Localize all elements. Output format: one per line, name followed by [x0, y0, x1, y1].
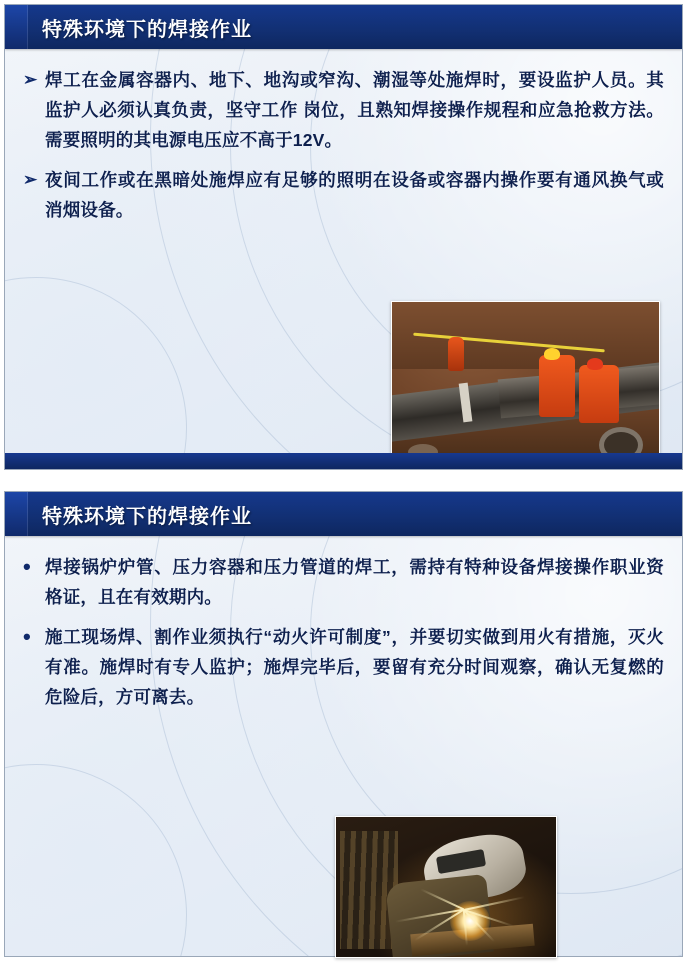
decorative-arc	[4, 764, 187, 957]
bullet-marker-icon: •	[23, 624, 31, 649]
slide-2-title: 特殊环境下的焊接作业	[42, 505, 252, 528]
slide-1-title: 特殊环境下的焊接作业	[42, 18, 252, 41]
decorative-arc	[4, 277, 187, 470]
bullet-marker-icon: ➢	[23, 70, 38, 89]
photo-worker-background	[448, 337, 464, 371]
slide-1-bottom-bar	[5, 453, 682, 469]
slide-1-bullet-1	[23, 65, 664, 155]
title-accent-block	[5, 5, 28, 49]
slide-2-body	[5, 536, 682, 712]
bullet-text: 焊工在金属容器内、地下、地沟或窄沟、潮湿等处施焊时，要设监护人员。其监护人必须认真负责，坚守工作 岗位，且熟知焊接操作规程和应急抢救方法。需要照明的其电源电压应不高于12V。	[45, 70, 664, 150]
slide-1	[4, 4, 683, 470]
slide-2-title-bar	[5, 492, 682, 536]
slide-1-title-bar	[5, 5, 682, 49]
photo-helmet-red	[587, 358, 603, 370]
bullet-text: 施工现场焊、割作业须执行“动火许可制度”，并要切实做到用火有措施，灭火有准。施焊时有专人监护；施焊完毕后，要留有充分时间观察，确认无复燃的危险后，方可离去。	[45, 627, 664, 707]
photo-worker-right	[579, 365, 619, 423]
slide-2-bullet-1	[23, 552, 664, 612]
slide-2-bullet-2	[23, 622, 664, 712]
welder-sparks-photo	[335, 816, 557, 958]
photo-worker-left	[539, 355, 575, 417]
slide-1-bullet-2	[23, 165, 664, 225]
photo-helmet-yellow	[544, 348, 560, 360]
bullet-marker-icon: •	[23, 554, 31, 579]
bullet-marker-icon: ➢	[23, 170, 38, 189]
slide-1-body	[5, 49, 682, 225]
bullet-text: 夜间工作或在黑暗处施焊应有足够的照明在设备或容器内操作要有通风换气或消烟设备。	[45, 170, 664, 220]
bullet-text: 焊接锅炉炉管、压力容器和压力管道的焊工，需持有特种设备焊接操作职业资格证，且在有效期内。	[45, 557, 664, 607]
pipeline-trench-welding-photo	[391, 301, 660, 470]
title-accent-block	[5, 492, 28, 536]
